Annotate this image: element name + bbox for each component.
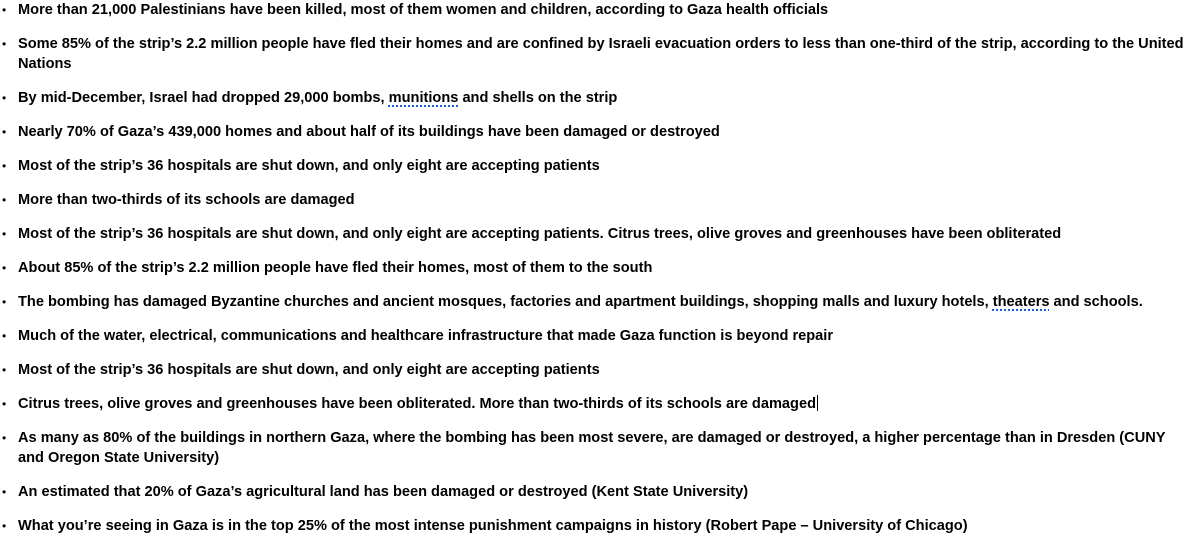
list-item[interactable]: [0, 428, 1194, 468]
list-item[interactable]: [0, 292, 1194, 312]
list-item-text: [18, 90, 617, 106]
list-item[interactable]: [0, 360, 1194, 380]
text-segment: and shells on the strip: [458, 90, 618, 106]
text-segment: The bombing has damaged Byzantine churches and ancient mosques, factories and apartment buildings, shopping malls and luxury hotels,: [18, 294, 993, 310]
bullet-icon: •: [2, 91, 7, 105]
list-item-text: Much of the water, electrical, communications and healthcare infrastructure that made Gaza function is beyond repair: [18, 328, 834, 344]
list-item-text: Most of the strip’s 36 hospitals are shut down, and only eight are accepting patients: [18, 158, 600, 174]
list-item[interactable]: [0, 122, 1194, 142]
list-item-text: As many as 80% of the buildings in northern Gaza, where the bombing has been most severe, are damaged or destroyed, a higher percentage than in Dresden (CUNY and Oregon State University): [18, 430, 1166, 466]
list-item-text: More than two-thirds of its schools are damaged: [18, 192, 355, 208]
list-item[interactable]: [0, 516, 1194, 536]
list-item[interactable]: [0, 482, 1194, 502]
text-segment: and schools.: [1049, 294, 1143, 310]
list-item[interactable]: [0, 156, 1194, 176]
bullet-icon: •: [2, 329, 7, 343]
list-item-text: Citrus trees, olive groves and greenhouses have been obliterated. More than two-thirds of its schools are damaged: [18, 396, 816, 412]
list-item[interactable]: [0, 190, 1194, 210]
list-item-text: Most of the strip’s 36 hospitals are shut down, and only eight are accepting patients: [18, 362, 600, 378]
bullet-icon: •: [2, 261, 7, 275]
text-cursor: [817, 395, 818, 411]
list-item-text: About 85% of the strip’s 2.2 million people have fled their homes, most of them to the south: [18, 260, 653, 276]
bullet-icon: •: [2, 3, 7, 17]
list-item[interactable]: [0, 88, 1194, 108]
bullet-icon: •: [2, 227, 7, 241]
bullet-icon: •: [2, 397, 7, 411]
list-item-text: Nearly 70% of Gaza’s 439,000 homes and about half of its buildings have been damaged or destroyed: [18, 124, 720, 140]
bullet-icon: •: [2, 485, 7, 499]
list-item-text: [18, 294, 1143, 310]
spelling-flagged-word[interactable]: theaters: [992, 294, 1050, 310]
list-item[interactable]: [0, 0, 1194, 20]
list-item[interactable]: [0, 394, 1194, 414]
bullet-icon: •: [2, 193, 7, 207]
list-item[interactable]: [0, 224, 1194, 244]
bullet-icon: •: [2, 125, 7, 139]
bullet-icon: •: [2, 295, 7, 309]
text-segment: By mid-December, Israel had dropped 29,000 bombs,: [18, 90, 389, 106]
list-item-text: An estimated that 20% of Gaza’s agricultural land has been damaged or destroyed (Kent State University): [18, 484, 749, 500]
bullet-icon: •: [2, 159, 7, 173]
list-item-text: What you’re seeing in Gaza is in the top 25% of the most intense punishment campaigns in history (Robert Pape – University of Chicago): [18, 518, 968, 534]
bullet-icon: •: [2, 431, 7, 445]
list-item-text: Some 85% of the strip’s 2.2 million people have fled their homes and are confined by Israeli evacuation orders to less than one-third of the strip, according to the United Nations: [18, 36, 1184, 72]
bullet-icon: •: [2, 519, 7, 533]
spelling-flagged-word[interactable]: munitions: [388, 90, 459, 106]
list-item-text: Most of the strip’s 36 hospitals are shut down, and only eight are accepting patients. Citrus trees, olive groves and greenhouses have been obliterated: [18, 226, 1062, 242]
list-item[interactable]: [0, 258, 1194, 278]
list-item[interactable]: [0, 326, 1194, 346]
list-item[interactable]: [0, 34, 1194, 74]
bullet-icon: •: [2, 37, 7, 51]
bullet-icon: •: [2, 363, 7, 377]
list-item-text: More than 21,000 Palestinians have been killed, most of them women and children, according to Gaza health officials: [18, 2, 829, 18]
